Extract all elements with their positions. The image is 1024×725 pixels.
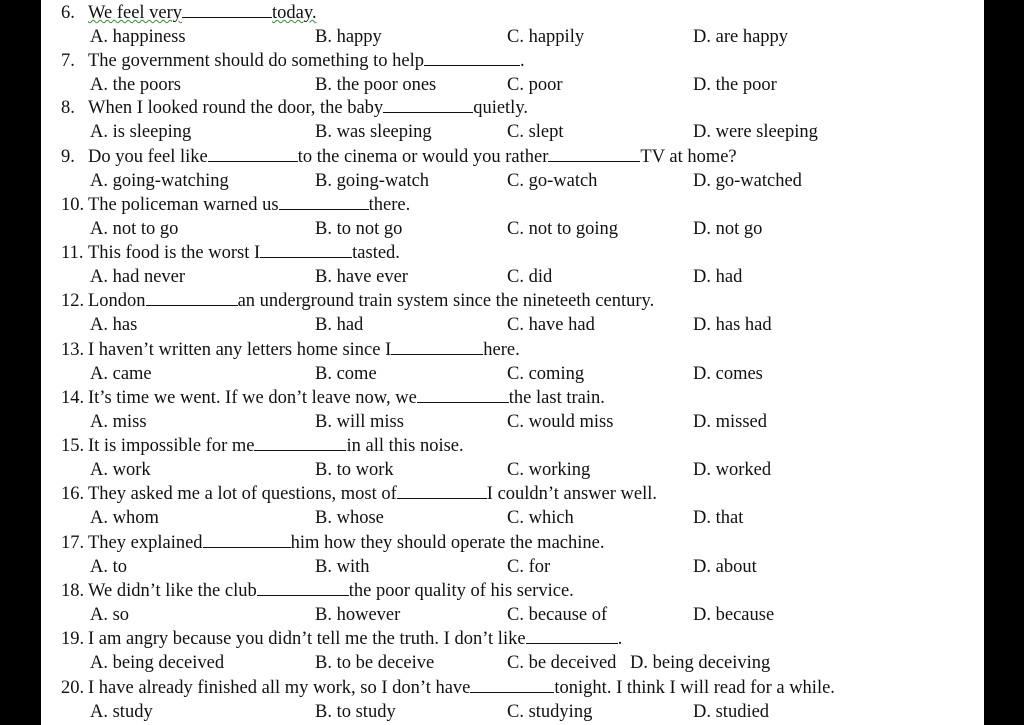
option-a: A. came <box>90 364 152 384</box>
question-11 <box>61 241 981 289</box>
question-text: It is impossible for me <box>88 436 255 456</box>
option-c: C. not to going <box>507 219 619 239</box>
option-b: B. to be deceive <box>315 653 435 673</box>
question-text: When I looked round the door, the baby <box>88 98 384 118</box>
question-stem <box>61 676 835 700</box>
question-text: I couldn’t answer well. <box>486 484 658 504</box>
answer-blank <box>417 386 509 403</box>
question-number: 7. <box>61 51 75 71</box>
question-15 <box>61 434 981 482</box>
question-13 <box>61 338 981 386</box>
option-c: C. would miss <box>507 412 614 432</box>
question-number: 8. <box>61 98 75 118</box>
answer-blank <box>470 676 554 693</box>
answer-blank <box>279 193 369 210</box>
option-a: A. to <box>90 557 127 577</box>
option-c: C. for <box>507 557 551 577</box>
question-text: London <box>88 291 146 311</box>
question-text: today. <box>272 3 317 23</box>
question-9 <box>61 145 981 193</box>
option-a: A. happiness <box>90 27 186 47</box>
option-d: D. comes <box>693 364 763 384</box>
question-text: The policeman warned us <box>88 195 279 215</box>
question-text: the poor quality of his service. <box>348 581 574 601</box>
question-stem <box>61 386 605 410</box>
option-d: D. because <box>693 605 775 625</box>
option-b: B. to study <box>315 702 396 722</box>
option-d: D. that <box>693 508 744 528</box>
answer-blank <box>254 434 346 451</box>
option-b: B. will miss <box>315 412 404 432</box>
answer-blank <box>182 1 272 18</box>
option-d: D. not go <box>693 219 763 239</box>
question-stem <box>61 434 464 458</box>
question-text: TV at home? <box>640 147 737 167</box>
question-stem <box>61 289 654 313</box>
question-text: The government should do something to help <box>88 51 425 71</box>
option-a: A. study <box>90 702 153 722</box>
question-text: him how they should operate the machine. <box>290 533 605 553</box>
option-a: A. the poors <box>90 75 181 95</box>
answer-blank <box>548 145 640 162</box>
answer-blank <box>146 289 238 306</box>
option-a: A. is sleeping <box>90 122 192 142</box>
question-number: 16. <box>61 484 85 504</box>
option-d: D. missed <box>693 412 767 432</box>
option-c: C. studying <box>507 702 593 722</box>
answer-blank <box>203 531 291 548</box>
question-16 <box>61 482 981 530</box>
question-stem <box>61 338 520 362</box>
question-text: . <box>617 629 623 649</box>
option-a: A. miss <box>90 412 147 432</box>
question-number: 19. <box>61 629 85 649</box>
option-b: B. to work <box>315 460 394 480</box>
answer-blank <box>424 49 520 66</box>
question-text: This food is the worst I <box>88 243 261 263</box>
question-text: in all this noise. <box>346 436 464 456</box>
question-20 <box>61 676 981 724</box>
question-text: I am angry because you didn’t tell me the truth. I don’t like <box>88 629 526 649</box>
question-number: 10. <box>61 195 85 215</box>
question-text: They asked me a lot of questions, most of <box>88 484 397 504</box>
question-stem <box>61 145 737 169</box>
option-c: C. poor <box>507 75 563 95</box>
question-text: quietly. <box>473 98 528 118</box>
answer-blank <box>257 579 349 596</box>
question-text: I haven’t written any letters home since I <box>88 340 392 360</box>
option-c: C. go-watch <box>507 171 598 191</box>
option-a: A. being deceived <box>90 653 225 673</box>
question-number: 11. <box>61 243 84 263</box>
question-number: 20. <box>61 678 85 698</box>
question-text: Do you feel like <box>88 147 208 167</box>
option-c: C. be deceived <box>507 653 617 673</box>
question-number: 14. <box>61 388 85 408</box>
option-c: C. coming <box>507 364 585 384</box>
option-d: D. studied <box>693 702 770 722</box>
question-number: 6. <box>61 3 75 23</box>
question-12 <box>61 289 981 337</box>
question-text: I have already finished all my work, so I don’t have <box>88 678 471 698</box>
option-c: C. slept <box>507 122 564 142</box>
option-d: D. are happy <box>693 27 789 47</box>
option-d: D. has had <box>693 315 772 335</box>
option-b: B. the poor ones <box>315 75 437 95</box>
question-text: We didn’t like the club <box>88 581 257 601</box>
question-text: tasted. <box>352 243 400 263</box>
option-d: D. go-watched <box>693 171 802 191</box>
question-text: to the cinema or would you rather <box>297 147 549 167</box>
question-stem <box>61 96 528 120</box>
question-stem <box>61 482 657 506</box>
option-d: D. were sleeping <box>693 122 818 142</box>
option-b: B. with <box>315 557 370 577</box>
option-a: A. going-watching <box>90 171 229 191</box>
option-d: D. being deceiving <box>630 653 771 673</box>
option-d: D. had <box>693 267 743 287</box>
answer-blank <box>260 241 352 258</box>
question-19 <box>61 627 981 675</box>
option-c: C. have had <box>507 315 595 335</box>
option-b: B. had <box>315 315 364 335</box>
question-number: 15. <box>61 436 85 456</box>
question-18 <box>61 579 981 627</box>
question-6 <box>61 1 981 49</box>
question-number: 18. <box>61 581 85 601</box>
option-b: B. whose <box>315 508 384 528</box>
option-d: D. the poor <box>693 75 777 95</box>
option-c: C. because of <box>507 605 608 625</box>
option-b: B. was sleeping <box>315 122 432 142</box>
question-7 <box>61 49 981 97</box>
question-stem <box>61 193 410 217</box>
option-d: D. worked <box>693 460 772 480</box>
question-17 <box>61 531 981 579</box>
question-number: 13. <box>61 340 85 360</box>
answer-blank <box>526 627 618 644</box>
option-a: A. has <box>90 315 138 335</box>
question-text: tonight. I think I will read for a while. <box>554 678 835 698</box>
answer-blank <box>208 145 298 162</box>
question-stem <box>61 579 574 603</box>
question-stem <box>61 1 317 25</box>
question-text: It’s time we went. If we don’t leave now, we <box>88 388 417 408</box>
question-14 <box>61 386 981 434</box>
option-a: A. so <box>90 605 130 625</box>
question-stem <box>61 241 400 265</box>
option-b: B. have ever <box>315 267 408 287</box>
question-text: there. <box>368 195 411 215</box>
option-c: C. which <box>507 508 574 528</box>
question-text: here. <box>483 340 520 360</box>
option-a: A. work <box>90 460 151 480</box>
question-number: 17. <box>61 533 85 553</box>
question-text: an underground train system since the nineteeth century. <box>237 291 655 311</box>
option-b: B. happy <box>315 27 382 47</box>
option-b: B. come <box>315 364 377 384</box>
answer-blank <box>397 482 487 499</box>
answer-blank <box>391 338 483 355</box>
option-c: C. happily <box>507 27 585 47</box>
question-text: They explained <box>88 533 203 553</box>
option-c: C. working <box>507 460 591 480</box>
option-a: A. not to go <box>90 219 179 239</box>
question-stem <box>61 627 622 651</box>
option-b: B. however <box>315 605 401 625</box>
option-a: A. whom <box>90 508 159 528</box>
option-b: B. to not go <box>315 219 403 239</box>
question-10 <box>61 193 981 241</box>
question-stem <box>61 531 604 555</box>
question-text: the last train. <box>508 388 605 408</box>
answer-blank <box>383 96 473 113</box>
option-d: D. about <box>693 557 757 577</box>
option-b: B. going-watch <box>315 171 430 191</box>
question-number: 9. <box>61 147 75 167</box>
question-text: . <box>520 51 525 71</box>
option-c: C. did <box>507 267 553 287</box>
question-text: We feel very <box>88 3 183 23</box>
option-a: A. had never <box>90 267 186 287</box>
worksheet-page <box>41 0 984 725</box>
question-8 <box>61 96 981 144</box>
question-stem <box>61 49 525 73</box>
question-number: 12. <box>61 291 85 311</box>
